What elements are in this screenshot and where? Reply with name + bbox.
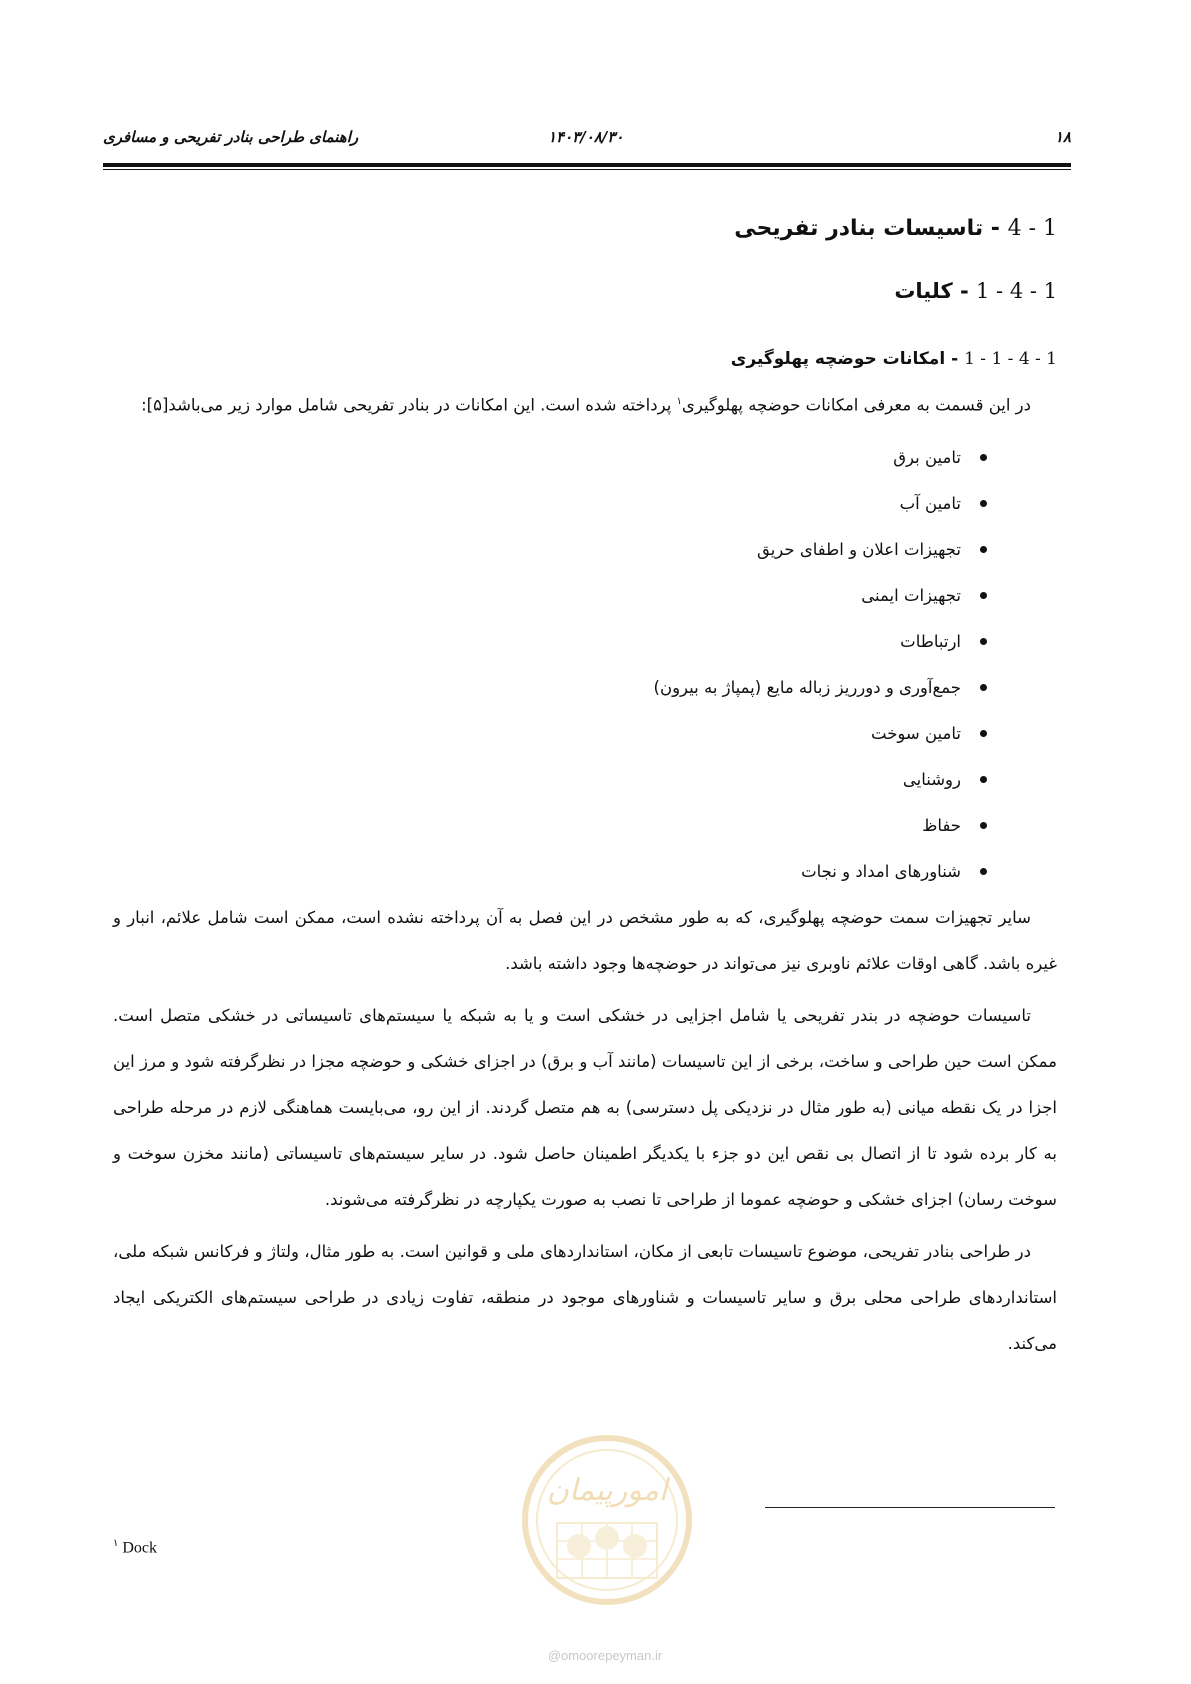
- body-paragraph: تاسیسات حوضچه در بندر تفریحی یا شامل اجزایی در خشکی است و یا به شبکه یا سیستم‌های تاسیساتی در خشکی متصل است. ممکن است حین طراحی و ساخت، برخی از این تاسیسات (مانند آب و برق) در اجزای خشکی و حوضچه مجزا در نظرگرفته شود و مرز این اجزا در یک نقطه میانی (به طور مثال در نزدیکی پل دسترسی) به هم متصل گردند. از این رو، می‌بایست هماهنگی لازم در مرحله طراحی به کار برده شود تا از اتصال بی نقص این دو جزء با یکدیگر اطمینان حاصل شود. در سایر سیستم‌های تاسیساتی (مانند مخزن سوخت و سوخت رسان) اجزای خشکی و حوضچه عموما از طراحی تا نصب به صورت یکپارچه در نظرگرفته می‌شوند.: [113, 1005, 1057, 1209]
- bullet-icon: [980, 454, 987, 461]
- list-item: تامین آب: [113, 481, 987, 527]
- section-title: تاسیسات بنادر تفریحی: [734, 216, 984, 241]
- header-title: راهنمای طراحی بنادر تفریحی و مسافری: [103, 128, 359, 146]
- list-item: تامین برق: [113, 435, 987, 481]
- intro-text-1: در این قسمت به معرفی امکانات حوضچه پهلوگیری: [681, 395, 1031, 415]
- facilities-list: [113, 435, 1057, 895]
- footnote: [113, 1538, 157, 1557]
- intro-text-2: پرداخته شده است. این امکانات در بنادر تفریحی شامل موارد زیر می‌باشد[۵]:: [141, 395, 677, 415]
- list-item: شناورهای امداد و نجات: [113, 849, 987, 895]
- watermark-logo-text: امورپیمان: [546, 1473, 668, 1508]
- bullet-icon: [980, 776, 987, 783]
- body-paragraph: سایر تجهیزات سمت حوضچه پهلوگیری، که به طور مشخص در این فصل به آن پرداخته نشده است، ممکن است شامل علائم، انبار و غیره باشد. گاهی اوقات علائم ناوبری نیز می‌تواند در حوضچه‌ها وجود داشته باشد.: [113, 907, 1057, 973]
- bullet-icon: [980, 500, 987, 507]
- bullet-icon: [980, 822, 987, 829]
- page-header: [103, 128, 1071, 158]
- bullet-icon: [980, 592, 987, 599]
- watermark-logo-icon: [517, 1428, 697, 1618]
- header-rule-thick: [103, 163, 1071, 167]
- footnote-text: Dock: [122, 1539, 158, 1557]
- list-item: تجهیزات اعلان و اطفای حریق: [113, 527, 987, 573]
- section-heading-3: 1 - 1 - 4 - 1 - امکانات حوضچه پهلوگیری: [730, 349, 1057, 369]
- list-item: تجهیزات ایمنی: [113, 573, 987, 619]
- footnote-mark: ۱: [113, 1538, 119, 1549]
- intro-paragraph: [113, 379, 1057, 429]
- section-heading-2: 1 - 4 - 1 - کلیات: [894, 279, 1057, 303]
- bullet-icon: [980, 546, 987, 553]
- section-title: امکانات حوضچه پهلوگیری: [730, 349, 946, 369]
- list-item: روشنایی: [113, 757, 987, 803]
- section-heading-1: 4 - 1 - تاسیسات بنادر تفریحی: [734, 216, 1057, 241]
- bullet-icon: [980, 684, 987, 691]
- list-item: ارتباطات: [113, 619, 987, 665]
- section-number: 1 - 4 - 1: [976, 279, 1057, 303]
- header-date: ۱۴۰۳/۰۸/۳۰: [548, 128, 624, 146]
- bullet-icon: [980, 868, 987, 875]
- section-title: کلیات: [894, 279, 953, 303]
- page-content: [113, 216, 1057, 1373]
- footnote-rule: [765, 1507, 1055, 1508]
- bullet-icon: [980, 730, 987, 737]
- header-rule-thin: [103, 169, 1071, 170]
- footnote-reference[interactable]: ۱: [676, 396, 682, 407]
- list-item: حفاظ: [113, 803, 987, 849]
- watermark-url: @omoorepeyman.ir: [547, 1648, 663, 1663]
- page-number: ۱۸: [1054, 128, 1071, 146]
- bullet-icon: [980, 638, 987, 645]
- section-number: 1 - 1 - 4 - 1: [964, 349, 1057, 369]
- section-number: 4 - 1: [1007, 216, 1057, 241]
- list-item: جمع‌آوری و دورریز زباله مایع (پمپاژ به بیرون): [113, 665, 987, 711]
- body-paragraph: در طراحی بنادر تفریحی، موضوع تاسیسات تابعی از مکان، استانداردهای ملی و قوانین است. به طور مثال، ولتاژ و فرکانس شبکه ملی، استانداردهای طراحی محلی برق و سایر تاسیسات و شناورهای موجود در منطقه، تفاوت زیادی در طراحی سیستم‌های الکتریکی ایجاد می‌کند.: [113, 1241, 1057, 1353]
- list-item: تامین سوخت: [113, 711, 987, 757]
